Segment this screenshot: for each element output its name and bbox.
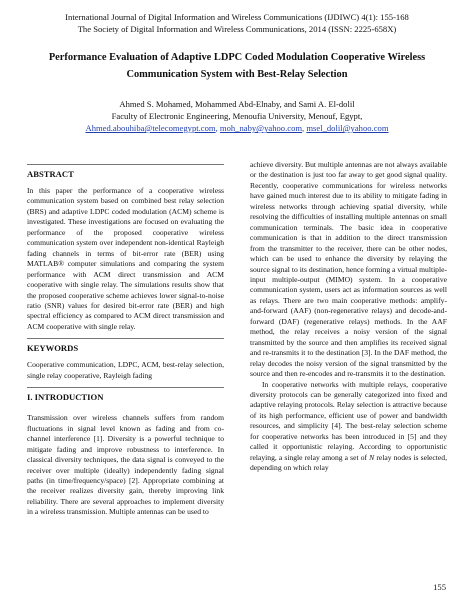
introduction-heading: I. INTRODUCTION	[27, 392, 104, 403]
introduction-left-text: Transmission over wireless channels suffers from random fluctuations in signal level known as fading and from co-channel interference [1]. Diversity is a powerful technique to mitigate fading and improve robustness to interference. In classical diversity techniques, the data signal is conveyed to the receiver over multiple (ideally) independently fading signal paths (in time/frequency/space) [2]. Appropriate combining at the receiver realizes diversity gain, thereby improving link reliability. There are several approaches to implement diversity in a wireless transmission. Multiple antennas can be used to	[27, 413, 224, 517]
email-link-3[interactable]: msel_dolil@yahoo.com	[306, 123, 389, 133]
paper-title	[28, 49, 446, 83]
right-column	[250, 160, 447, 474]
abstract-text: In this paper the performance of a cooperative wireless communication system based on combined best relay selection (BRS) and adaptive LDPC coded modulation (ACM) scheme is investigated. These investigations are focused on evaluating the performance of the proposed cooperative wireless communication system over independent non-identical Rayleigh fading channels in terms of bit-error rate (BER) using MATLAB® computer simulations and comparing the system performance with ACM direct transmission and ACM cooperative with single relay. The simulations results show that the proposed cooperative scheme achieves lower signal-to-noise ratio (SNR) values for desired bit-error rate (BER) and high spectral efficiency as compared to ACM direct transmission and ACM cooperative with single relay.	[27, 186, 224, 331]
email-link-2[interactable]: moh_naby@yahoo.com	[219, 123, 303, 133]
abstract-heading: ABSTRACT	[27, 169, 74, 179]
introduction-right-paragraph-2: In cooperative networks with multiple relays, cooperative diversity protocols can be generally categorized into fixed and adaptive relaying protocols. Relay selection is attractive because of its high performance, efficient use of power and bandwidth resources, and simplicity [4]. The best-relay selection scheme for cooperative networks has been introduced in [5] and they called it opportunistic relaying. According to opportunistic relaying, a single relay among a set of N relay nodes is selected, depending on which relay	[250, 379, 447, 473]
keywords-text: Cooperative communication, LDPC, ACM, best-relay selection, single relay cooperative, Rayleigh fading	[27, 360, 224, 380]
variable-n: N	[369, 452, 375, 462]
section-divider	[27, 387, 224, 388]
author-block	[0, 98, 474, 134]
section-divider	[27, 338, 224, 339]
paper-title-line-1: Performance Evaluation of Adaptive LDPC Coded Modulation Cooperative Wireless	[48, 52, 426, 63]
section-divider	[27, 164, 224, 165]
author-names: Ahmed S. Mohamed, Mohammed Abd-Elnaby, and Sami A. El-dolil	[119, 99, 355, 109]
keywords-heading: KEYWORDS	[27, 343, 79, 354]
journal-header-line-1: International Journal of Digital Information and Wireless Communications (IJDIWC) 4(1): 155-168	[65, 12, 409, 22]
introduction-right-paragraph-1: achieve diversity. But multiple antennas are not always available or the destination is just too far away to get good signal quality. Recently, cooperative communications for wireless networks have gained much interest due to its ability to mitigate fading in wireless networks through achieving spatial diversity, while resolving the difficulties of installing multiple antennas on small communication terminals. The basic idea in cooperative communication is that in addition to the direct transmission from the transmitter to the receiver, there can be other nodes, which can be used to enhance the diversity by relaying the source signal to its destination, hence forming a virtual multiple-input multiple-output (MIMO) system. In a cooperative communication system, users act as information sources as well as relays. There are two main cooperative methods: amplify-and-forward (AAF) (non-regenerative relays) and decode-and-forward (DAF) (regenerative relays) methods. In the AAF method, the relay receives a noisy version of the signal transmitted by the source and then amplifies its received signal and re-transmits it to the destination [3]. In the DAF method, the relay decodes the noisy version of the signal transmitted by the source and then re-encodes and re-transmits it to the destination.	[250, 160, 447, 379]
email-link-1[interactable]: Ahmed.abouhiba@telecomegypt.com	[85, 123, 216, 133]
author-affiliation: Faculty of Electronic Engineering, Menoufia University, Menouf, Egypt,	[111, 111, 363, 121]
left-column	[27, 160, 224, 518]
page-number: 155	[433, 582, 446, 592]
journal-header-line-2: The Society of Digital Information and Wireless Communications, 2014 (ISSN: 2225-658X)	[77, 24, 397, 34]
author-emails: Ahmed.abouhiba@telecomegypt.com, moh_naby@yahoo.com, msel_dolil@yahoo.com	[85, 123, 389, 133]
paper-title-line-2: Communication System with Best-Relay Selection	[126, 69, 348, 80]
